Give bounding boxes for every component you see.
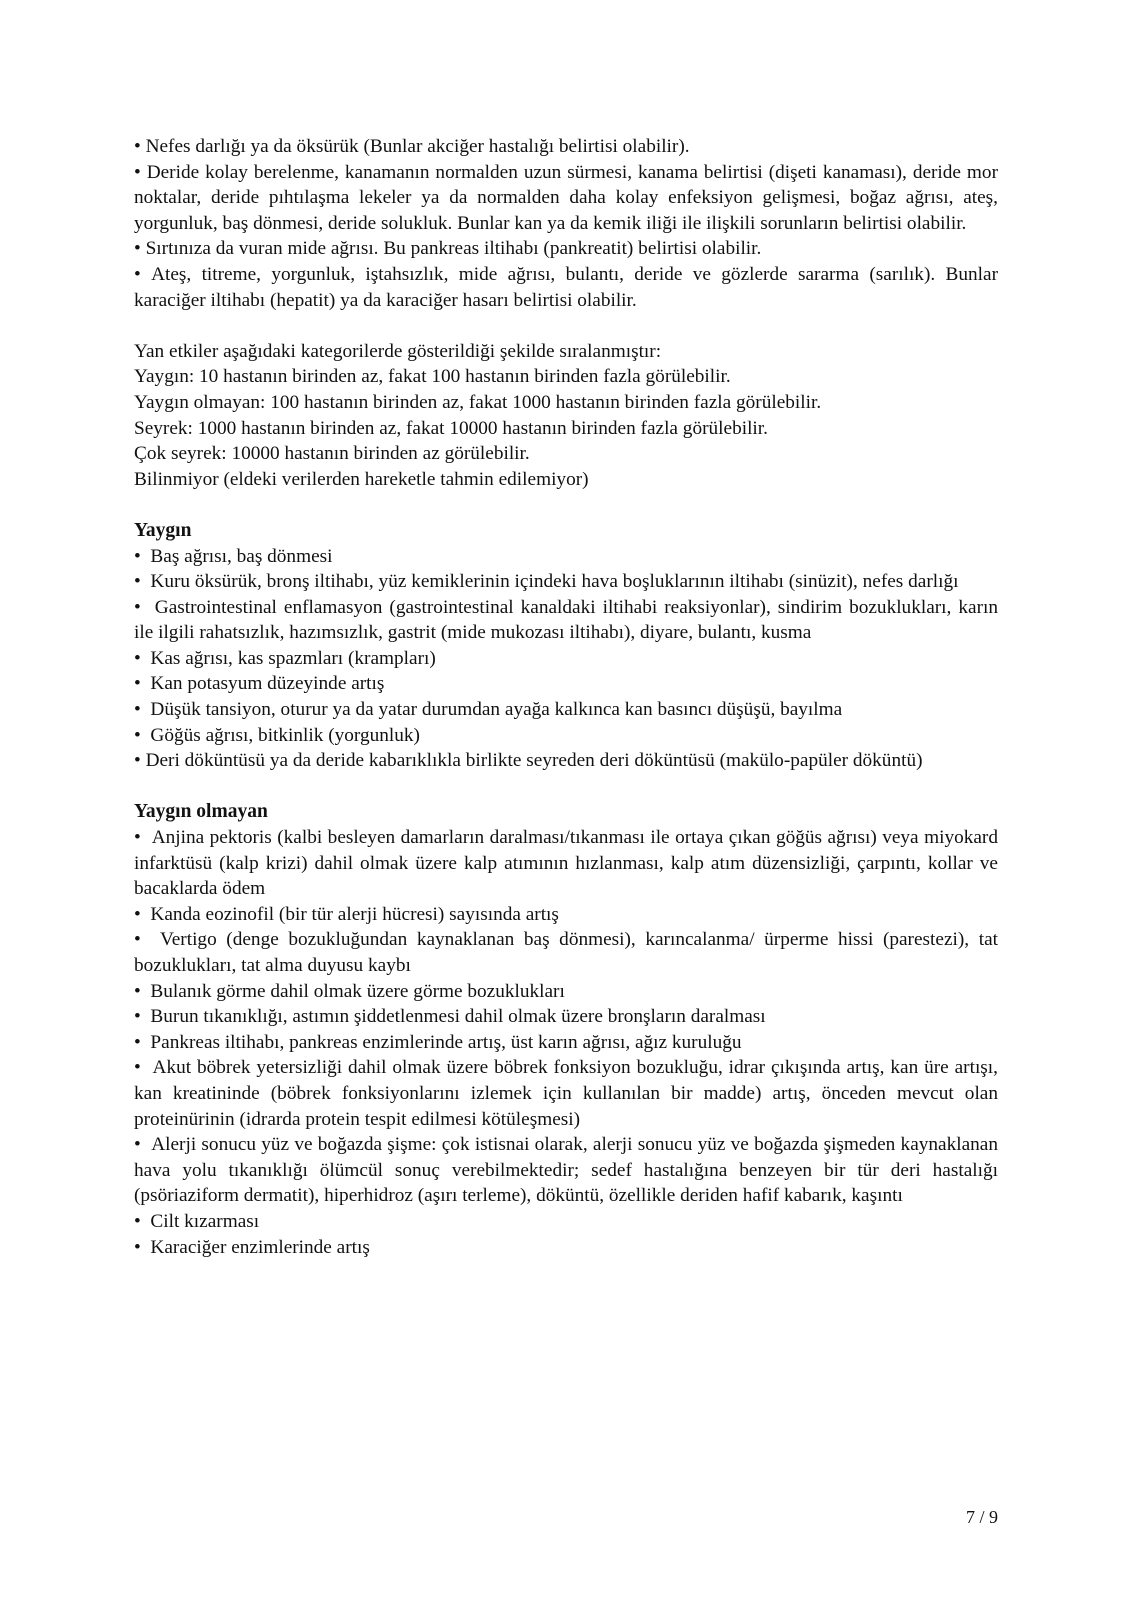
- list-item: • Göğüs ağrısı, bitkinlik (yorgunluk): [134, 723, 998, 749]
- list-item: • Vertigo (denge bozukluğundan kaynaklanan baş dönmesi), karıncalanma/ ürperme hissi (parestezi), tat bozuklukları, tat alma duyusu kaybı: [134, 927, 998, 978]
- spacer: [134, 313, 998, 339]
- uncommon-section: [134, 799, 998, 1260]
- section-heading: Yaygın olmayan: [134, 801, 268, 823]
- list-item: • Karaciğer enzimlerinde artış: [134, 1235, 998, 1261]
- list-item: • Anjina pektoris (kalbi besleyen damarların daralması/tıkanması ile ortaya çıkan göğüs ağrısı) veya miyokard infarktüsü (kalp krizi) dahil olmak üzere kalp atımının hızlanması, kalp atım düzensizliği, çarpıntı, kollar ve bacaklarda ödem: [134, 825, 998, 902]
- list-item: • Bulanık görme dahil olmak üzere görme bozuklukları: [134, 979, 998, 1005]
- spacer: [134, 492, 998, 518]
- frequency-line: Yaygın: 10 hastanın birinden az, fakat 100 hastanın birinden fazla görülebilir.: [134, 366, 731, 388]
- list-item: • Alerji sonucu yüz ve boğazda şişme: çok istisnai olarak, alerji sonucu yüz ve boğazda şişmeden kaynaklanan hava yolu tıkanıklığı ölümcül sonuç verebilmektedir; sedef hastalığına benzeyen bir tür deri hastalığı (psöriaziform dermatit), hiperhidroz (aşırı terleme), döküntü, özellikle deriden hafif kabarık, kaşıntı: [134, 1132, 998, 1209]
- spacer: [134, 774, 998, 800]
- list-item: • Sırtınıza da vuran mide ağrısı. Bu pankreas iltihabı (pankreatit) belirtisi olabilir.: [134, 236, 998, 262]
- section-heading: Yaygın: [134, 519, 192, 541]
- list-item: • Deri döküntüsü ya da deride kabarıklıkla birlikte seyreden deri döküntüsü (makülo-papüler döküntü): [134, 748, 998, 774]
- list-item: • Cilt kızarması: [134, 1209, 998, 1235]
- list-item: • Kas ağrısı, kas spazmları (krampları): [134, 646, 998, 672]
- frequency-line: Seyrek: 1000 hastanın birinden az, fakat 10000 hastanın birinden fazla görülebilir.: [134, 417, 768, 439]
- list-item: • Deride kolay berelenme, kanamanın normalden uzun sürmesi, kanama belirtisi (dişeti kanaması), deride mor noktalar, deride pıhtılaşma lekeler ya da normalden daha kolay enfeksiyon gelişmesi, boğaz ağrısı, ateş, yorgunluk, baş dönmesi, deride solukluk. Bunlar kan ya da kemik iliği ile ilişkili sorunların belirtisi olabilir.: [134, 160, 998, 237]
- document-page: [134, 134, 998, 1260]
- list-item: • Kuru öksürük, bronş iltihabı, yüz kemiklerinin içindeki hava boşluklarının iltihabı (sinüzit), nefes darlığı: [134, 569, 998, 595]
- frequency-line: Yan etkiler aşağıdaki kategorilerde gösterildiği şekilde sıralanmıştır:: [134, 340, 662, 362]
- frequency-line: Çok seyrek: 10000 hastanın birinden az görülebilir.: [134, 443, 530, 465]
- list-item: • Ateş, titreme, yorgunluk, iştahsızlık, mide ağrısı, bulantı, deride ve gözlerde sararma (sarılık). Bunlar karaciğer iltihabı (hepatit) ya da karaciğer hasarı belirtisi olabilir.: [134, 262, 998, 313]
- intro-list: [134, 134, 998, 313]
- list-item: • Pankreas iltihabı, pankreas enzimlerinde artış, üst karın ağrısı, ağız kuruluğu: [134, 1030, 998, 1056]
- list-item: • Gastrointestinal enflamasyon (gastrointestinal kanaldaki iltihabi reaksiyonlar), sindirim bozuklukları, karın ile ilgili rahatsızlık, hazımsızlık, gastrit (mide mukozası iltihabı), diyare, bulantı, kusma: [134, 595, 998, 646]
- list-item: • Akut böbrek yetersizliği dahil olmak üzere böbrek fonksiyon bozukluğu, idrar çıkışında artış, kan üre artışı, kan kreatininde (böbrek fonksiyonlarını izlemek için kullanılan bir madde) artış, önceden mevcut olan proteinürinin (idrarda protein tespit edilmesi kötüleşmesi): [134, 1055, 998, 1132]
- list-item: • Düşük tansiyon, oturur ya da yatar durumdan ayağa kalkınca kan basıncı düşüşü, bayılma: [134, 697, 998, 723]
- page-number: 7 / 9: [965, 1507, 998, 1527]
- list-item: • Kanda eozinofil (bir tür alerji hücresi) sayısında artış: [134, 902, 998, 928]
- frequency-definitions: [134, 339, 998, 493]
- list-item: • Burun tıkanıklığı, astımın şiddetlenmesi dahil olmak üzere bronşların daralması: [134, 1004, 998, 1030]
- frequency-line: Bilinmiyor (eldeki verilerden hareketle tahmin edilemiyor): [134, 468, 589, 490]
- common-section: [134, 518, 998, 774]
- list-item: • Nefes darlığı ya da öksürük (Bunlar akciğer hastalığı belirtisi olabilir).: [134, 134, 998, 160]
- list-item: • Kan potasyum düzeyinde artış: [134, 671, 998, 697]
- list-item: • Baş ağrısı, baş dönmesi: [134, 544, 998, 570]
- frequency-line: Yaygın olmayan: 100 hastanın birinden az, fakat 1000 hastanın birinden fazla görülebilir.: [134, 391, 822, 413]
